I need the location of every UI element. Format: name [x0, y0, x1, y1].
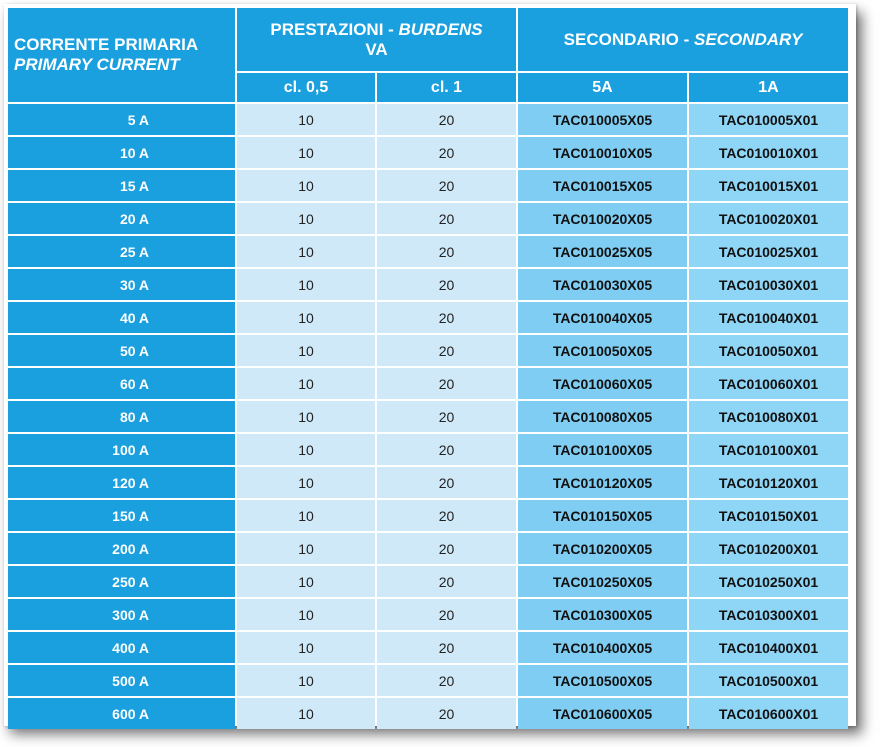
- primary-current-cell: 200 A: [8, 533, 235, 564]
- primary-current-cell: 30 A: [8, 269, 235, 300]
- burden-class-1-cell: 20: [377, 335, 516, 366]
- primary-current-cell: 15 A: [8, 170, 235, 201]
- code-1a-cell: TAC010300X01: [689, 599, 848, 630]
- primary-current-cell: 20 A: [8, 203, 235, 234]
- table-row: [8, 335, 848, 366]
- primary-current-cell: 50 A: [8, 335, 235, 366]
- burden-class-1-cell: 20: [377, 599, 516, 630]
- table-row: [8, 533, 848, 564]
- code-1a-cell: TAC010100X01: [689, 434, 848, 465]
- burden-class-05-cell: 10: [237, 401, 375, 432]
- code-1a-cell: TAC010060X01: [689, 368, 848, 399]
- code-5a-cell: TAC010400X05: [518, 632, 687, 663]
- code-1a-cell: TAC010050X01: [689, 335, 848, 366]
- table-row: [8, 434, 848, 465]
- code-5a-cell: TAC010100X05: [518, 434, 687, 465]
- primary-current-cell: 400 A: [8, 632, 235, 663]
- burden-class-1-cell: 20: [377, 500, 516, 531]
- burden-class-05-cell: 10: [237, 335, 375, 366]
- table-header: [8, 8, 848, 102]
- code-1a-cell: TAC010600X01: [689, 698, 848, 729]
- primary-current-cell: 80 A: [8, 401, 235, 432]
- table-row: [8, 137, 848, 168]
- primary-current-cell: 300 A: [8, 599, 235, 630]
- table-row: [8, 665, 848, 696]
- primary-current-cell: 600 A: [8, 698, 235, 729]
- primary-current-cell: 150 A: [8, 500, 235, 531]
- code-5a-cell: TAC010500X05: [518, 665, 687, 696]
- code-1a-cell: TAC010120X01: [689, 467, 848, 498]
- burden-class-05-cell: 10: [237, 599, 375, 630]
- code-1a-cell: TAC010400X01: [689, 632, 848, 663]
- burden-class-05-cell: 10: [237, 137, 375, 168]
- burdens-label-it: PRESTAZIONI -: [270, 19, 399, 39]
- table-row: [8, 368, 848, 399]
- burden-class-1-cell: 20: [377, 302, 516, 333]
- burden-class-05-cell: 10: [237, 434, 375, 465]
- code-5a-cell: TAC010015X05: [518, 170, 687, 201]
- table-row: [8, 467, 848, 498]
- burden-class-05-cell: 10: [237, 665, 375, 696]
- code-1a-cell: TAC010040X01: [689, 302, 848, 333]
- burden-class-1-cell: 20: [377, 566, 516, 597]
- code-5a-cell: TAC010005X05: [518, 104, 687, 135]
- code-5a-cell: TAC010120X05: [518, 467, 687, 498]
- code-1a-cell: TAC010250X01: [689, 566, 848, 597]
- primary-current-cell: 250 A: [8, 566, 235, 597]
- table-row: [8, 599, 848, 630]
- code-5a-cell: TAC010080X05: [518, 401, 687, 432]
- primary-current-label-it: CORRENTE PRIMARIA: [14, 35, 199, 54]
- table-row: [8, 203, 848, 234]
- table-row: [8, 500, 848, 531]
- burden-class-1-cell: 20: [377, 665, 516, 696]
- table-row: [8, 632, 848, 663]
- burden-class-05-cell: 10: [237, 698, 375, 729]
- burden-class-05-cell: 10: [237, 533, 375, 564]
- code-5a-cell: TAC010150X05: [518, 500, 687, 531]
- burden-class-05-cell: 10: [237, 104, 375, 135]
- table-row: [8, 302, 848, 333]
- burden-class-1-cell: 20: [377, 269, 516, 300]
- table-row: [8, 104, 848, 135]
- primary-current-label-en: PRIMARY CURRENT: [14, 55, 180, 74]
- code-1a-cell: TAC010025X01: [689, 236, 848, 267]
- burden-class-05-cell: 10: [237, 368, 375, 399]
- burden-class-1-cell: 20: [377, 401, 516, 432]
- code-5a-cell: TAC010200X05: [518, 533, 687, 564]
- code-1a-cell: TAC010200X01: [689, 533, 848, 564]
- burdens-header: [237, 8, 516, 71]
- burden-class-05-cell: 10: [237, 500, 375, 531]
- burden-class-1-cell: 20: [377, 236, 516, 267]
- burden-class-1-cell: 20: [377, 698, 516, 729]
- table-row: [8, 566, 848, 597]
- code-1a-cell: TAC010030X01: [689, 269, 848, 300]
- class-1-header: cl. 1: [377, 73, 516, 102]
- code-5a-cell: TAC010060X05: [518, 368, 687, 399]
- table-row: [8, 236, 848, 267]
- spec-sheet: [4, 4, 856, 726]
- primary-current-cell: 5 A: [8, 104, 235, 135]
- table-row: [8, 698, 848, 729]
- burden-class-05-cell: 10: [237, 170, 375, 201]
- code-1a-cell: TAC010150X01: [689, 500, 848, 531]
- burden-class-1-cell: 20: [377, 203, 516, 234]
- table-body: [8, 104, 848, 729]
- burden-class-1-cell: 20: [377, 368, 516, 399]
- primary-current-cell: 60 A: [8, 368, 235, 399]
- code-5a-cell: TAC010025X05: [518, 236, 687, 267]
- table-row: [8, 401, 848, 432]
- secondary-header: [518, 8, 848, 71]
- burden-class-05-cell: 10: [237, 302, 375, 333]
- code-1a-cell: TAC010010X01: [689, 137, 848, 168]
- secondary-label-it: SECONDARIO -: [563, 29, 694, 49]
- class-05-header: cl. 0,5: [237, 73, 375, 102]
- secondary-5a-header: 5A: [518, 73, 687, 102]
- code-1a-cell: TAC010500X01: [689, 665, 848, 696]
- code-5a-cell: TAC010020X05: [518, 203, 687, 234]
- code-5a-cell: TAC010040X05: [518, 302, 687, 333]
- burden-class-05-cell: 10: [237, 566, 375, 597]
- secondary-1a-header: 1A: [689, 73, 848, 102]
- burden-class-1-cell: 20: [377, 434, 516, 465]
- table-row: [8, 170, 848, 201]
- code-5a-cell: TAC010600X05: [518, 698, 687, 729]
- burden-class-05-cell: 10: [237, 269, 375, 300]
- burden-class-1-cell: 20: [377, 632, 516, 663]
- code-1a-cell: TAC010020X01: [689, 203, 848, 234]
- burdens-unit: VA: [365, 39, 388, 59]
- code-5a-cell: TAC010030X05: [518, 269, 687, 300]
- code-5a-cell: TAC010050X05: [518, 335, 687, 366]
- code-1a-cell: TAC010080X01: [689, 401, 848, 432]
- primary-current-cell: 500 A: [8, 665, 235, 696]
- burden-class-1-cell: 20: [377, 467, 516, 498]
- burden-class-05-cell: 10: [237, 467, 375, 498]
- primary-current-cell: 100 A: [8, 434, 235, 465]
- primary-current-cell: 120 A: [8, 467, 235, 498]
- secondary-label-en: SECONDARY: [694, 29, 803, 49]
- code-5a-cell: TAC010300X05: [518, 599, 687, 630]
- current-transformer-table: [6, 6, 850, 731]
- code-1a-cell: TAC010005X01: [689, 104, 848, 135]
- primary-current-cell: 40 A: [8, 302, 235, 333]
- burden-class-1-cell: 20: [377, 104, 516, 135]
- primary-current-header: [8, 8, 235, 102]
- burden-class-1-cell: 20: [377, 533, 516, 564]
- burden-class-1-cell: 20: [377, 170, 516, 201]
- code-5a-cell: TAC010010X05: [518, 137, 687, 168]
- burdens-label-en: BURDENS: [398, 19, 483, 39]
- primary-current-cell: 10 A: [8, 137, 235, 168]
- burden-class-05-cell: 10: [237, 236, 375, 267]
- code-5a-cell: TAC010250X05: [518, 566, 687, 597]
- code-1a-cell: TAC010015X01: [689, 170, 848, 201]
- primary-current-cell: 25 A: [8, 236, 235, 267]
- burden-class-05-cell: 10: [237, 203, 375, 234]
- burden-class-1-cell: 20: [377, 137, 516, 168]
- table-row: [8, 269, 848, 300]
- burden-class-05-cell: 10: [237, 632, 375, 663]
